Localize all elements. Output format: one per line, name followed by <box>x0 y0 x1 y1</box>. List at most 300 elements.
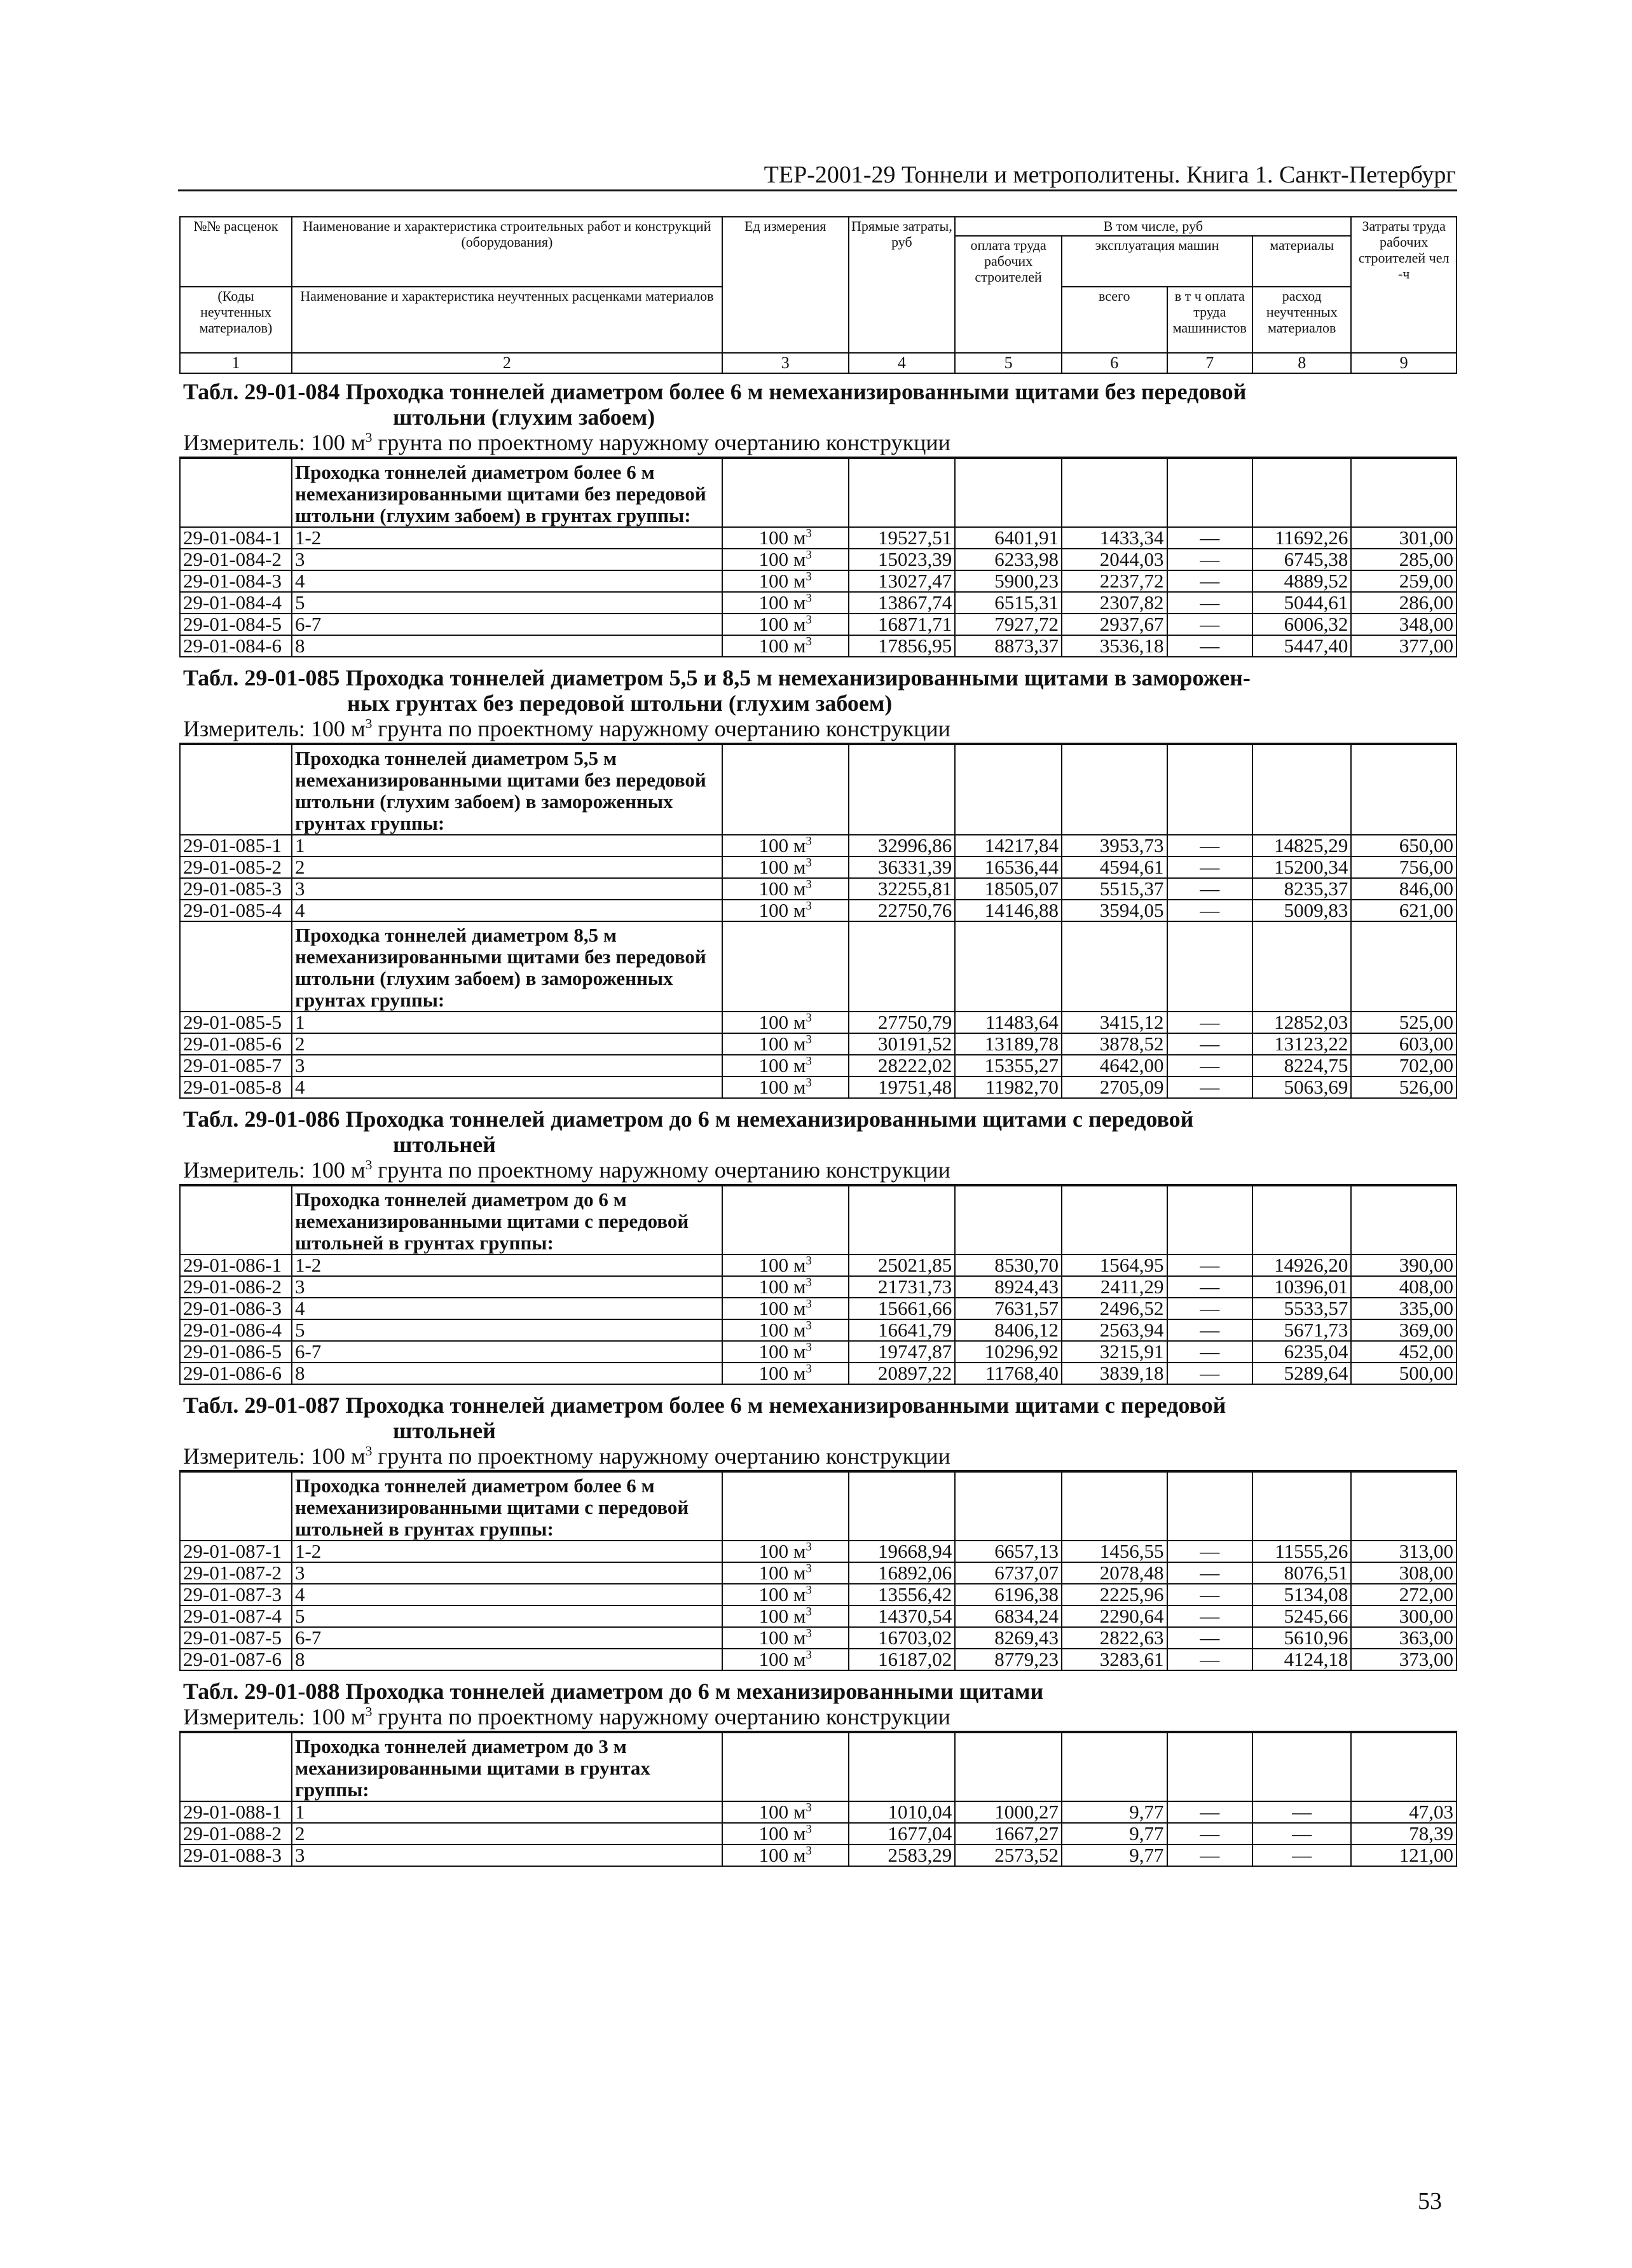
unit-base: 100 м <box>758 856 806 878</box>
table-title-text: Табл. 29-01-086 Проходка тоннелей диаметром до 6 м немеханизированными щитами с передовой <box>183 1106 1194 1132</box>
table-row <box>180 1076 1457 1098</box>
tables-area <box>179 371 1457 1867</box>
table-row <box>180 1627 1457 1649</box>
materials-cost: 11555,26 <box>1252 1541 1351 1562</box>
group-empty-cell <box>722 921 849 1012</box>
table-row <box>180 856 1457 878</box>
machine-cost: 2705,09 <box>1062 1076 1167 1098</box>
direct-cost: 20897,22 <box>849 1363 956 1384</box>
soil-group: 2 <box>292 1033 722 1055</box>
group-description-row <box>180 921 1457 1012</box>
table-title-text: Табл. 29-01-088 Проходка тоннелей диаметром до 6 м механизированными щитами <box>183 1679 1044 1704</box>
group-empty-cell <box>1351 1733 1457 1801</box>
machinist-labor: — <box>1167 878 1253 900</box>
labor-cost: 5900,23 <box>955 570 1062 592</box>
unit-base: 100 м <box>758 1055 806 1076</box>
measure-text-rest: грунта по проектному наружному очертанию конструкции <box>372 1443 950 1469</box>
direct-cost: 30191,52 <box>849 1033 956 1055</box>
labor-hours: 259,00 <box>1351 570 1457 592</box>
unit <box>722 1541 849 1562</box>
labor-cost: 14217,84 <box>955 835 1062 856</box>
table-row <box>180 635 1457 657</box>
table-title <box>179 657 1457 716</box>
group-description-row <box>180 1472 1457 1541</box>
group-empty-cell <box>722 1186 849 1254</box>
machinist-labor: — <box>1167 1012 1253 1033</box>
unit-exponent: 3 <box>806 1801 812 1815</box>
unit <box>722 1341 849 1363</box>
machinist-labor: — <box>1167 856 1253 878</box>
unit-exponent: 3 <box>806 549 812 562</box>
group-code-empty <box>180 1733 292 1801</box>
materials-cost: 4889,52 <box>1252 570 1351 592</box>
table-row <box>180 1319 1457 1341</box>
rate-code: 29-01-085-6 <box>180 1033 292 1055</box>
unit-base: 100 м <box>758 635 806 657</box>
machine-cost: 3839,18 <box>1062 1363 1167 1384</box>
table-row <box>180 1649 1457 1670</box>
machine-cost: 3215,91 <box>1062 1341 1167 1363</box>
group-empty-cell <box>722 458 849 527</box>
table-title <box>179 371 1457 430</box>
rate-table-block <box>179 1099 1457 1385</box>
header-col-number: 6 <box>1062 353 1167 373</box>
header-name-bottom: Наименование и характеристика неучтенных расценками материалов <box>292 287 722 353</box>
machine-cost: 2237,72 <box>1062 570 1167 592</box>
header-materials-extra: расход неучтенных материалов <box>1252 287 1351 353</box>
table-title-text: Табл. 29-01-084 Проходка тоннелей диаметром более 6 м немеханизированными щитами без передовой <box>183 379 1247 404</box>
machine-cost: 1433,34 <box>1062 527 1167 549</box>
machinist-labor: — <box>1167 1627 1253 1649</box>
table-title <box>179 1385 1457 1443</box>
labor-cost: 7631,57 <box>955 1298 1062 1319</box>
machinist-labor: — <box>1167 1298 1253 1319</box>
table-row <box>180 1605 1457 1627</box>
labor-hours: 78,39 <box>1351 1823 1457 1845</box>
header-code: №№ расценок <box>180 217 292 287</box>
measure-exponent: 3 <box>365 1704 373 1719</box>
rate-code: 29-01-085-3 <box>180 878 292 900</box>
unit <box>722 900 849 921</box>
unit-exponent: 3 <box>806 570 812 584</box>
group-empty-cell <box>1062 458 1167 527</box>
rate-code: 29-01-084-4 <box>180 592 292 614</box>
direct-cost: 22750,76 <box>849 900 956 921</box>
group-empty-cell <box>955 1186 1062 1254</box>
unit <box>722 1584 849 1605</box>
soil-group: 3 <box>292 878 722 900</box>
rate-table <box>179 458 1457 657</box>
group-empty-cell <box>849 1472 956 1541</box>
header-col-number: 4 <box>849 353 956 373</box>
direct-cost: 32996,86 <box>849 835 956 856</box>
unit <box>722 1627 849 1649</box>
direct-cost: 15661,66 <box>849 1298 956 1319</box>
rate-table-block <box>179 1671 1457 1867</box>
table-measure <box>179 430 1457 458</box>
materials-cost: 12852,03 <box>1252 1012 1351 1033</box>
group-empty-cell <box>1062 1186 1167 1254</box>
group-code-empty <box>180 921 292 1012</box>
labor-hours: 286,00 <box>1351 592 1457 614</box>
unit-exponent: 3 <box>806 1845 812 1858</box>
rate-table <box>179 1471 1457 1671</box>
unit-exponent: 3 <box>806 1605 812 1619</box>
measure-exponent: 3 <box>365 716 373 731</box>
rate-code: 29-01-087-3 <box>180 1584 292 1605</box>
header-col-number: 5 <box>955 353 1062 373</box>
group-description-row <box>180 458 1457 527</box>
column-header-table <box>179 216 1457 374</box>
direct-cost: 17856,95 <box>849 635 956 657</box>
unit-exponent: 3 <box>806 1363 812 1376</box>
unit-base: 100 м <box>758 1627 806 1649</box>
unit-exponent: 3 <box>806 900 812 913</box>
direct-cost: 16871,71 <box>849 614 956 635</box>
machinist-labor: — <box>1167 1584 1253 1605</box>
machinist-labor: — <box>1167 1341 1253 1363</box>
labor-hours: 363,00 <box>1351 1627 1457 1649</box>
unit-exponent: 3 <box>806 635 812 649</box>
unit-exponent: 3 <box>806 1055 812 1068</box>
materials-cost: 4124,18 <box>1252 1649 1351 1670</box>
measure-text: Измеритель: 100 м <box>183 1443 366 1469</box>
measure-text: Измеритель: 100 м <box>183 716 366 741</box>
group-description: Проходка тоннелей диаметром до 6 м немеханизированными щитами с передовой штольней в грунтах группы: <box>292 1186 722 1254</box>
labor-cost: 11768,40 <box>955 1363 1062 1384</box>
soil-group: 6-7 <box>292 1627 722 1649</box>
unit-base: 100 м <box>758 1319 806 1341</box>
group-description-row <box>180 1733 1457 1801</box>
machinist-labor: — <box>1167 1541 1253 1562</box>
labor-hours: 452,00 <box>1351 1341 1457 1363</box>
soil-group: 8 <box>292 635 722 657</box>
materials-cost: 11692,26 <box>1252 527 1351 549</box>
direct-cost: 15023,39 <box>849 549 956 570</box>
measure-exponent: 3 <box>365 1443 373 1459</box>
group-code-empty <box>180 1186 292 1254</box>
group-empty-cell <box>1252 1733 1351 1801</box>
soil-group: 2 <box>292 856 722 878</box>
labor-hours: 369,00 <box>1351 1319 1457 1341</box>
unit-base: 100 м <box>758 1254 806 1276</box>
unit-exponent: 3 <box>806 1584 812 1597</box>
machine-cost: 1564,95 <box>1062 1254 1167 1276</box>
rate-code: 29-01-086-3 <box>180 1298 292 1319</box>
table-title-continuation: штольни (глухим забоем) <box>393 404 655 430</box>
labor-hours: 121,00 <box>1351 1845 1457 1866</box>
soil-group: 1-2 <box>292 1541 722 1562</box>
labor-cost: 8530,70 <box>955 1254 1062 1276</box>
rate-table-block <box>179 371 1457 657</box>
unit-base: 100 м <box>758 1845 806 1866</box>
labor-cost: 10296,92 <box>955 1341 1062 1363</box>
labor-cost: 15355,27 <box>955 1055 1062 1076</box>
labor-cost: 8269,43 <box>955 1627 1062 1649</box>
machinist-labor: — <box>1167 1562 1253 1584</box>
soil-group: 1 <box>292 1012 722 1033</box>
group-description-row <box>180 745 1457 835</box>
unit <box>722 614 849 635</box>
unit-exponent: 3 <box>806 1627 812 1640</box>
direct-cost: 19751,48 <box>849 1076 956 1098</box>
header-rule <box>178 189 1457 191</box>
direct-cost: 16641,79 <box>849 1319 956 1341</box>
machine-cost: 2078,48 <box>1062 1562 1167 1584</box>
machinist-labor: — <box>1167 1823 1253 1845</box>
rate-code: 29-01-085-1 <box>180 835 292 856</box>
materials-cost: 15200,34 <box>1252 856 1351 878</box>
rate-code: 29-01-085-2 <box>180 856 292 878</box>
group-empty-cell <box>1062 1472 1167 1541</box>
soil-group: 6-7 <box>292 614 722 635</box>
machinist-labor: — <box>1167 900 1253 921</box>
labor-hours: 650,00 <box>1351 835 1457 856</box>
materials-cost: 8235,37 <box>1252 878 1351 900</box>
header-col-number: 2 <box>292 353 722 373</box>
machine-cost: 2822,63 <box>1062 1627 1167 1649</box>
labor-hours: 756,00 <box>1351 856 1457 878</box>
labor-cost: 6233,98 <box>955 549 1062 570</box>
group-empty-cell <box>722 745 849 835</box>
unit <box>722 592 849 614</box>
materials-cost: 6006,32 <box>1252 614 1351 635</box>
measure-exponent: 3 <box>365 430 373 445</box>
unit <box>722 1319 849 1341</box>
soil-group: 5 <box>292 1605 722 1627</box>
group-empty-cell <box>849 745 956 835</box>
materials-cost: 5009,83 <box>1252 900 1351 921</box>
group-empty-cell <box>1351 921 1457 1012</box>
machinist-labor: — <box>1167 635 1253 657</box>
materials-cost: 6745,38 <box>1252 549 1351 570</box>
labor-hours: 373,00 <box>1351 1649 1457 1670</box>
page-number: 53 <box>1418 2188 1442 2215</box>
group-description: Проходка тоннелей диаметром 8,5 м немеханизированными щитами без передовой штольни (глухим забоем) в замороженных грунтах группы: <box>292 921 722 1012</box>
group-code-empty <box>180 458 292 527</box>
rate-table <box>179 1185 1457 1385</box>
group-empty-cell <box>1062 921 1167 1012</box>
machine-cost: 2307,82 <box>1062 592 1167 614</box>
unit-base: 100 м <box>758 878 806 900</box>
machine-cost: 2290,64 <box>1062 1605 1167 1627</box>
rate-code: 29-01-087-4 <box>180 1605 292 1627</box>
rate-code: 29-01-086-5 <box>180 1341 292 1363</box>
labor-cost: 8873,37 <box>955 635 1062 657</box>
group-empty-cell <box>1252 921 1351 1012</box>
labor-hours: 301,00 <box>1351 527 1457 549</box>
table-row <box>180 1363 1457 1384</box>
table-row <box>180 592 1457 614</box>
unit <box>722 1254 849 1276</box>
group-empty-cell <box>1252 1186 1351 1254</box>
header-direct: Прямые затраты, руб <box>849 217 956 353</box>
soil-group: 1-2 <box>292 527 722 549</box>
materials-cost: 5447,40 <box>1252 635 1351 657</box>
machine-cost: 3283,61 <box>1062 1649 1167 1670</box>
rate-code: 29-01-087-1 <box>180 1541 292 1562</box>
unit-base: 100 м <box>758 1012 806 1033</box>
unit-base: 100 м <box>758 835 806 856</box>
materials-cost: 8224,75 <box>1252 1055 1351 1076</box>
unit <box>722 1012 849 1033</box>
soil-group: 3 <box>292 1276 722 1298</box>
header-mach-total: всего <box>1062 287 1167 353</box>
table-row <box>180 1823 1457 1845</box>
machinist-labor: — <box>1167 1363 1253 1384</box>
direct-cost: 1010,04 <box>849 1801 956 1823</box>
header-col-number: 9 <box>1351 353 1457 373</box>
unit <box>722 1363 849 1384</box>
labor-cost: 2573,52 <box>955 1845 1062 1866</box>
rate-table <box>179 744 1457 1099</box>
labor-cost: 6737,07 <box>955 1562 1062 1584</box>
labor-hours: 408,00 <box>1351 1276 1457 1298</box>
unit-exponent: 3 <box>806 1649 812 1662</box>
soil-group: 3 <box>292 549 722 570</box>
materials-cost: 10396,01 <box>1252 1276 1351 1298</box>
rate-code: 29-01-088-3 <box>180 1845 292 1866</box>
machinist-labor: — <box>1167 1254 1253 1276</box>
labor-hours: 313,00 <box>1351 1541 1457 1562</box>
group-code-empty <box>180 745 292 835</box>
unit-exponent: 3 <box>806 1276 812 1289</box>
unit <box>722 1845 849 1866</box>
group-empty-cell <box>1351 1186 1457 1254</box>
unit-base: 100 м <box>758 1823 806 1845</box>
soil-group: 5 <box>292 592 722 614</box>
group-empty-cell <box>722 1472 849 1541</box>
table-row <box>180 1341 1457 1363</box>
group-empty-cell <box>849 458 956 527</box>
group-empty-cell <box>1167 745 1253 835</box>
table-measure <box>179 1443 1457 1471</box>
table-title <box>179 1099 1457 1157</box>
table-row <box>180 1298 1457 1319</box>
measure-text-rest: грунта по проектному наружному очертанию конструкции <box>372 430 950 455</box>
table-row <box>180 900 1457 921</box>
direct-cost: 27750,79 <box>849 1012 956 1033</box>
measure-text: Измеритель: 100 м <box>183 1704 366 1729</box>
rate-code: 29-01-087-5 <box>180 1627 292 1649</box>
direct-cost: 19668,94 <box>849 1541 956 1562</box>
materials-cost: — <box>1252 1823 1351 1845</box>
measure-exponent: 3 <box>365 1157 373 1172</box>
soil-group: 1-2 <box>292 1254 722 1276</box>
table-row <box>180 1033 1457 1055</box>
unit-exponent: 3 <box>806 1319 812 1333</box>
table-title-continuation: штольней <box>393 1418 496 1443</box>
unit-base: 100 м <box>758 1341 806 1363</box>
rate-code: 29-01-085-8 <box>180 1076 292 1098</box>
unit <box>722 1562 849 1584</box>
table-row <box>180 570 1457 592</box>
rate-code: 29-01-086-1 <box>180 1254 292 1276</box>
soil-group: 8 <box>292 1649 722 1670</box>
table-row <box>180 878 1457 900</box>
soil-group: 1 <box>292 1801 722 1823</box>
unit-exponent: 3 <box>806 1076 812 1090</box>
direct-cost: 14370,54 <box>849 1605 956 1627</box>
labor-hours: 500,00 <box>1351 1363 1457 1384</box>
table-row <box>180 1276 1457 1298</box>
materials-cost: — <box>1252 1801 1351 1823</box>
labor-hours: 525,00 <box>1351 1012 1457 1033</box>
direct-cost: 16892,06 <box>849 1562 956 1584</box>
running-header: ТЕР-2001-29 Тоннели и метрополитены. Книга 1. Санкт-Петербург <box>764 162 1456 188</box>
machine-cost: 2411,29 <box>1062 1276 1167 1298</box>
direct-cost: 16187,02 <box>849 1649 956 1670</box>
machine-cost: 1456,55 <box>1062 1541 1167 1562</box>
labor-hours: 621,00 <box>1351 900 1457 921</box>
unit-exponent: 3 <box>806 1562 812 1576</box>
unit <box>722 878 849 900</box>
group-empty-cell <box>849 921 956 1012</box>
materials-cost: 6235,04 <box>1252 1341 1351 1363</box>
unit-exponent: 3 <box>806 1298 812 1311</box>
header-materials: материалы <box>1252 236 1351 287</box>
group-empty-cell <box>1351 745 1457 835</box>
machine-cost: 9,77 <box>1062 1845 1167 1866</box>
unit-base: 100 м <box>758 1584 806 1605</box>
rate-code: 29-01-088-2 <box>180 1823 292 1845</box>
table-row <box>180 1012 1457 1033</box>
machine-cost: 3594,05 <box>1062 900 1167 921</box>
rate-code: 29-01-087-6 <box>180 1649 292 1670</box>
direct-cost: 36331,39 <box>849 856 956 878</box>
unit-base: 100 м <box>758 1649 806 1670</box>
unit-exponent: 3 <box>806 878 812 891</box>
direct-cost: 28222,02 <box>849 1055 956 1076</box>
table-row <box>180 1541 1457 1562</box>
soil-group: 4 <box>292 1076 722 1098</box>
labor-cost: 1000,27 <box>955 1801 1062 1823</box>
machine-cost: 9,77 <box>1062 1801 1167 1823</box>
unit <box>722 1801 849 1823</box>
group-empty-cell <box>1252 458 1351 527</box>
table-row <box>180 1845 1457 1866</box>
machinist-labor: — <box>1167 570 1253 592</box>
measure-text-rest: грунта по проектному наружному очертанию конструкции <box>372 1704 950 1729</box>
group-empty-cell <box>1062 745 1167 835</box>
machine-cost: 3878,52 <box>1062 1033 1167 1055</box>
machinist-labor: — <box>1167 1276 1253 1298</box>
group-empty-cell <box>1167 458 1253 527</box>
machine-cost: 3415,12 <box>1062 1012 1167 1033</box>
unit-base: 100 м <box>758 1541 806 1562</box>
rate-code: 29-01-084-6 <box>180 635 292 657</box>
table-row <box>180 614 1457 635</box>
labor-cost: 6657,13 <box>955 1541 1062 1562</box>
machinist-labor: — <box>1167 1076 1253 1098</box>
machinist-labor: — <box>1167 835 1253 856</box>
direct-cost: 32255,81 <box>849 878 956 900</box>
labor-cost: 6196,38 <box>955 1584 1062 1605</box>
rate-code: 29-01-087-2 <box>180 1562 292 1584</box>
unit <box>722 1823 849 1845</box>
group-empty-cell <box>955 458 1062 527</box>
group-code-empty <box>180 1472 292 1541</box>
group-description: Проходка тоннелей диаметром до 3 м механизированными щитами в грунтах группы: <box>292 1733 722 1801</box>
unit-base: 100 м <box>758 1298 806 1319</box>
header-col-number: 7 <box>1167 353 1253 373</box>
header-mach-labor: в т ч оплата труда машинистов <box>1167 287 1253 353</box>
group-description-row <box>180 1186 1457 1254</box>
unit-exponent: 3 <box>806 527 812 540</box>
direct-cost: 13556,42 <box>849 1584 956 1605</box>
labor-cost: 8924,43 <box>955 1276 1062 1298</box>
header-group: В том числе, руб <box>955 217 1351 236</box>
